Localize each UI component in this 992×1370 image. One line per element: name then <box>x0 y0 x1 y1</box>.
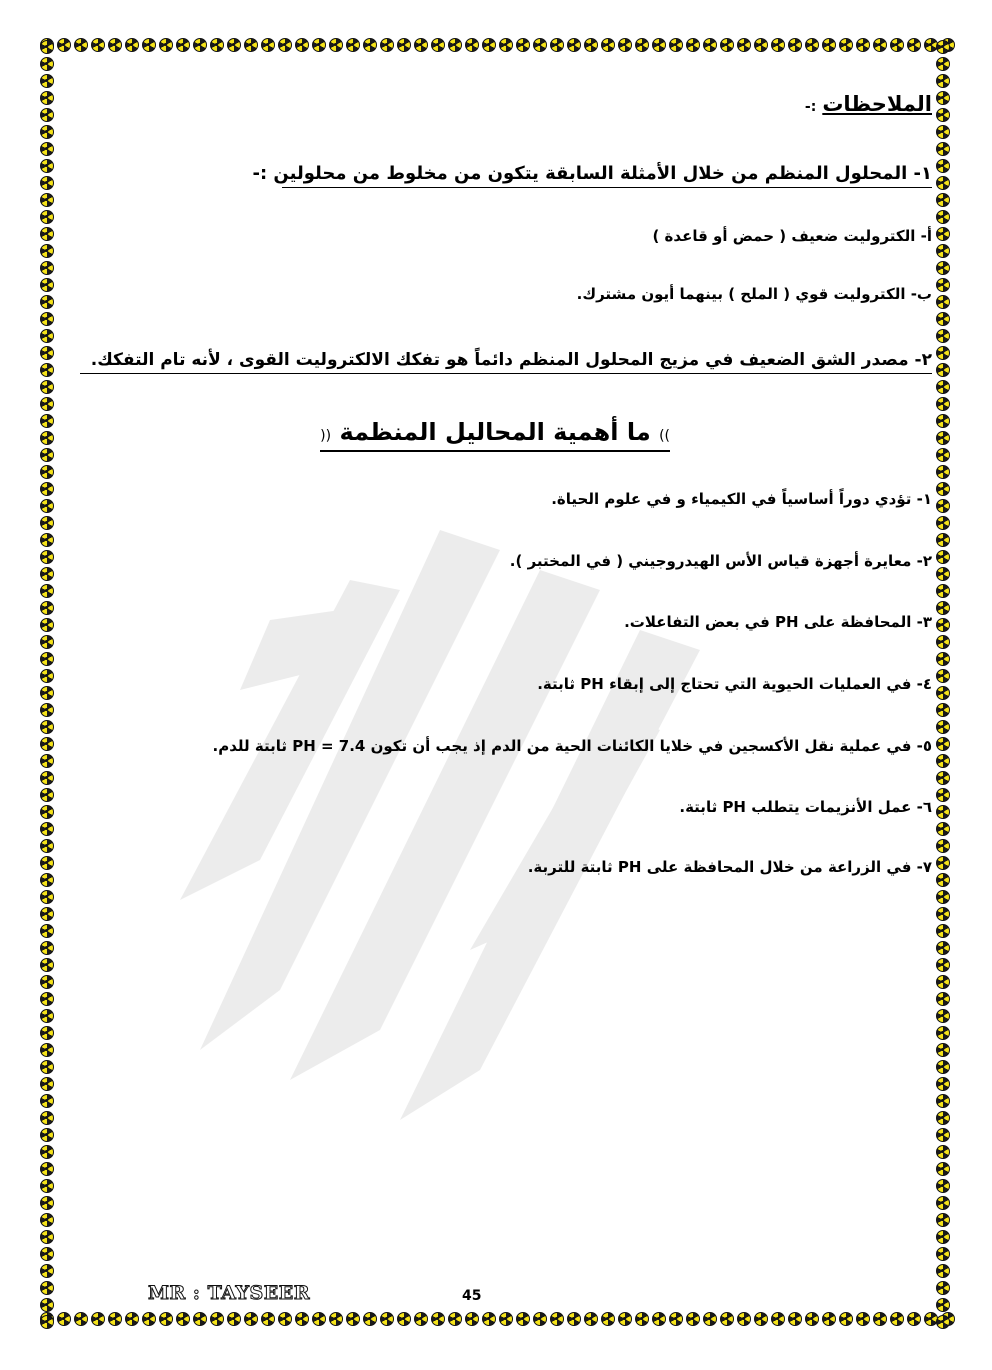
radiation-icon <box>936 737 950 751</box>
radiation-icon <box>40 142 54 156</box>
radiation-icon <box>936 1162 950 1176</box>
radiation-icon <box>936 329 950 343</box>
radiation-icon <box>936 1230 950 1244</box>
radiation-icon <box>40 295 54 309</box>
radiation-icon <box>936 822 950 836</box>
radiation-icon <box>936 1094 950 1108</box>
radiation-icon <box>40 584 54 598</box>
radiation-icon <box>40 550 54 564</box>
radiation-icon <box>40 839 54 853</box>
radiation-icon <box>40 958 54 972</box>
radiation-icon <box>40 40 54 54</box>
radiation-icon <box>936 142 950 156</box>
radiation-icon <box>936 1077 950 1091</box>
radiation-icon <box>936 193 950 207</box>
radiation-icon <box>936 992 950 1006</box>
radiation-icon <box>936 805 950 819</box>
radiation-icon <box>40 482 54 496</box>
radiation-icon <box>40 1196 54 1210</box>
importance-close-paren: (( <box>320 428 332 444</box>
radiation-icon <box>40 57 54 71</box>
radiation-icon <box>936 839 950 853</box>
radiation-icon <box>936 516 950 530</box>
radiation-icon <box>40 159 54 173</box>
page-number: 45 <box>462 1288 482 1304</box>
radiation-icon <box>936 363 950 377</box>
radiation-icon <box>40 924 54 938</box>
radiation-icon <box>936 1298 950 1312</box>
radiation-icon <box>40 210 54 224</box>
radiation-icon <box>936 771 950 785</box>
radiation-icon <box>40 227 54 241</box>
radiation-icon <box>40 244 54 258</box>
radiation-icon <box>40 669 54 683</box>
radiation-icon <box>936 1009 950 1023</box>
radiation-icon <box>40 1128 54 1142</box>
radiation-icon <box>936 244 950 258</box>
radiation-icon <box>936 295 950 309</box>
radiation-icon <box>40 125 54 139</box>
importance-title-text: ما أهمية المحاليل المنظمة <box>339 418 651 446</box>
radiation-icon <box>936 1179 950 1193</box>
radiation-icon <box>40 1179 54 1193</box>
point1-heading: ١- المحلول المنظم من خلال الأمثلة السابقة يتكون من مخلوط من محلولين :- <box>282 163 932 188</box>
radiation-icon <box>936 1128 950 1142</box>
radiation-icon <box>40 618 54 632</box>
radiation-icon <box>40 720 54 734</box>
radiation-icon <box>40 635 54 649</box>
radiation-icon <box>40 1026 54 1040</box>
radiation-icon <box>40 346 54 360</box>
radiation-icon <box>40 176 54 190</box>
radiation-icon <box>936 346 950 360</box>
radiation-icon <box>40 74 54 88</box>
importance-item-4: ٤- في العمليات الحيوية التي تحتاج إلى إبقاء PH ثابتة. <box>537 675 932 693</box>
author-signature: MR : TAYSEER <box>148 1282 310 1304</box>
importance-item-6: ٦- عمل الأنزيمات يتطلب PH ثابتة. <box>679 798 932 816</box>
radiation-icon <box>936 1111 950 1125</box>
radiation-icon <box>936 533 950 547</box>
radiation-icon <box>936 91 950 105</box>
radiation-icon <box>40 873 54 887</box>
radiation-icon <box>936 703 950 717</box>
radiation-icon <box>40 686 54 700</box>
radiation-icon <box>936 431 950 445</box>
radiation-icon <box>936 1196 950 1210</box>
radiation-icon <box>40 805 54 819</box>
radiation-icon <box>936 975 950 989</box>
point1-item-b: ب- الكتروليت قوي ( الملح ) بينهما أيون مشترك. <box>576 285 932 303</box>
radiation-icon <box>936 1281 950 1295</box>
radiation-icon <box>936 720 950 734</box>
border-right <box>936 40 956 1330</box>
importance-item-5: ٥- في عملية نقل الأكسجين في خلايا الكائنات الحية من الدم إذ يجب أن تكون PH = 7.4 ثابتة للدم. <box>212 737 932 755</box>
radiation-icon <box>936 74 950 88</box>
radiation-icon <box>40 822 54 836</box>
radiation-icon <box>40 1145 54 1159</box>
radiation-icon <box>40 652 54 666</box>
importance-item-1: ١- تؤدي دوراً أساسياً في الكيمياء و في علوم الحياة. <box>551 490 932 508</box>
radiation-icon <box>40 465 54 479</box>
radiation-icon <box>936 856 950 870</box>
radiation-icon <box>936 1247 950 1261</box>
radiation-icon <box>936 907 950 921</box>
radiation-icon <box>936 414 950 428</box>
radiation-icon <box>40 1060 54 1074</box>
radiation-icon <box>936 125 950 139</box>
radiation-icon <box>936 108 950 122</box>
radiation-icon <box>40 380 54 394</box>
radiation-icon <box>40 363 54 377</box>
radiation-icon <box>40 533 54 547</box>
radiation-icon <box>40 1264 54 1278</box>
radiation-icon <box>936 227 950 241</box>
page-content <box>70 0 932 1370</box>
radiation-icon <box>936 482 950 496</box>
radiation-icon <box>936 159 950 173</box>
radiation-icon <box>40 329 54 343</box>
radiation-icon <box>936 686 950 700</box>
radiation-icon <box>40 1247 54 1261</box>
radiation-icon <box>40 1077 54 1091</box>
radiation-icon <box>40 431 54 445</box>
radiation-icon <box>936 567 950 581</box>
radiation-icon <box>40 1043 54 1057</box>
radiation-icon <box>40 771 54 785</box>
radiation-icon <box>40 1162 54 1176</box>
radiation-icon <box>40 91 54 105</box>
radiation-icon <box>40 499 54 513</box>
radiation-icon <box>40 516 54 530</box>
radiation-icon <box>40 601 54 615</box>
importance-title <box>320 418 670 452</box>
radiation-icon <box>936 550 950 564</box>
radiation-icon <box>936 1315 950 1329</box>
importance-open-paren: )) <box>659 428 670 444</box>
notes-title: الملاحظات <box>822 92 932 116</box>
radiation-icon <box>936 448 950 462</box>
radiation-icon <box>936 618 950 632</box>
radiation-icon <box>40 992 54 1006</box>
radiation-icon <box>40 1111 54 1125</box>
radiation-icon <box>40 1281 54 1295</box>
radiation-icon <box>936 958 950 972</box>
radiation-icon <box>936 397 950 411</box>
radiation-icon <box>40 1009 54 1023</box>
radiation-icon <box>936 210 950 224</box>
radiation-icon <box>936 1213 950 1227</box>
radiation-icon <box>936 754 950 768</box>
radiation-icon <box>40 108 54 122</box>
radiation-icon <box>40 448 54 462</box>
radiation-icon <box>40 907 54 921</box>
radiation-icon <box>936 261 950 275</box>
radiation-icon <box>936 873 950 887</box>
radiation-icon <box>40 1298 54 1312</box>
radiation-icon <box>936 40 950 54</box>
radiation-icon <box>936 1026 950 1040</box>
radiation-icon <box>936 278 950 292</box>
radiation-icon <box>936 57 950 71</box>
radiation-icon <box>936 176 950 190</box>
radiation-icon <box>936 924 950 938</box>
radiation-icon <box>936 601 950 615</box>
radiation-icon <box>40 261 54 275</box>
radiation-icon <box>40 278 54 292</box>
radiation-icon <box>936 1060 950 1074</box>
radiation-icon <box>40 856 54 870</box>
notes-title-suffix: :- <box>804 99 817 115</box>
radiation-icon <box>40 1315 54 1329</box>
radiation-icon <box>936 465 950 479</box>
radiation-icon <box>936 941 950 955</box>
radiation-icon <box>40 312 54 326</box>
radiation-icon <box>40 1230 54 1244</box>
radiation-icon <box>936 1145 950 1159</box>
radiation-icon <box>936 890 950 904</box>
radiation-icon <box>40 975 54 989</box>
radiation-icon <box>40 737 54 751</box>
radiation-icon <box>40 1094 54 1108</box>
radiation-icon <box>936 312 950 326</box>
radiation-icon <box>936 652 950 666</box>
radiation-icon <box>936 669 950 683</box>
radiation-icon <box>40 703 54 717</box>
radiation-icon <box>40 788 54 802</box>
radiation-icon <box>40 1213 54 1227</box>
radiation-icon <box>936 788 950 802</box>
radiation-icon <box>936 1043 950 1057</box>
radiation-icon <box>40 754 54 768</box>
radiation-icon <box>40 397 54 411</box>
radiation-icon <box>936 635 950 649</box>
point1-item-a: أ- الكتروليت ضعيف ( حمض أو قاعدة ) <box>652 227 932 245</box>
importance-item-2: ٢- معايرة أجهزة قياس الأس الهيدروجيني ( في المختبر ). <box>509 552 932 570</box>
radiation-icon <box>40 567 54 581</box>
notes-heading <box>805 92 932 116</box>
point2-heading: ٢- مصدر الشق الضعيف في مزيج المحلول المنظم دائماً هو تفكك الالكتروليت القوى ، لأنه تام التفكك. <box>80 350 932 374</box>
radiation-icon <box>40 414 54 428</box>
importance-item-3: ٣- المحافظة على PH في بعض التفاعلات. <box>624 613 932 631</box>
border-left <box>40 40 60 1330</box>
radiation-icon <box>936 499 950 513</box>
radiation-icon <box>936 1264 950 1278</box>
radiation-icon <box>40 193 54 207</box>
radiation-icon <box>40 941 54 955</box>
radiation-icon <box>936 584 950 598</box>
importance-item-7: ٧- في الزراعة من خلال المحافظة على PH ثابتة للتربة. <box>527 858 932 876</box>
radiation-icon <box>936 380 950 394</box>
radiation-icon <box>40 890 54 904</box>
